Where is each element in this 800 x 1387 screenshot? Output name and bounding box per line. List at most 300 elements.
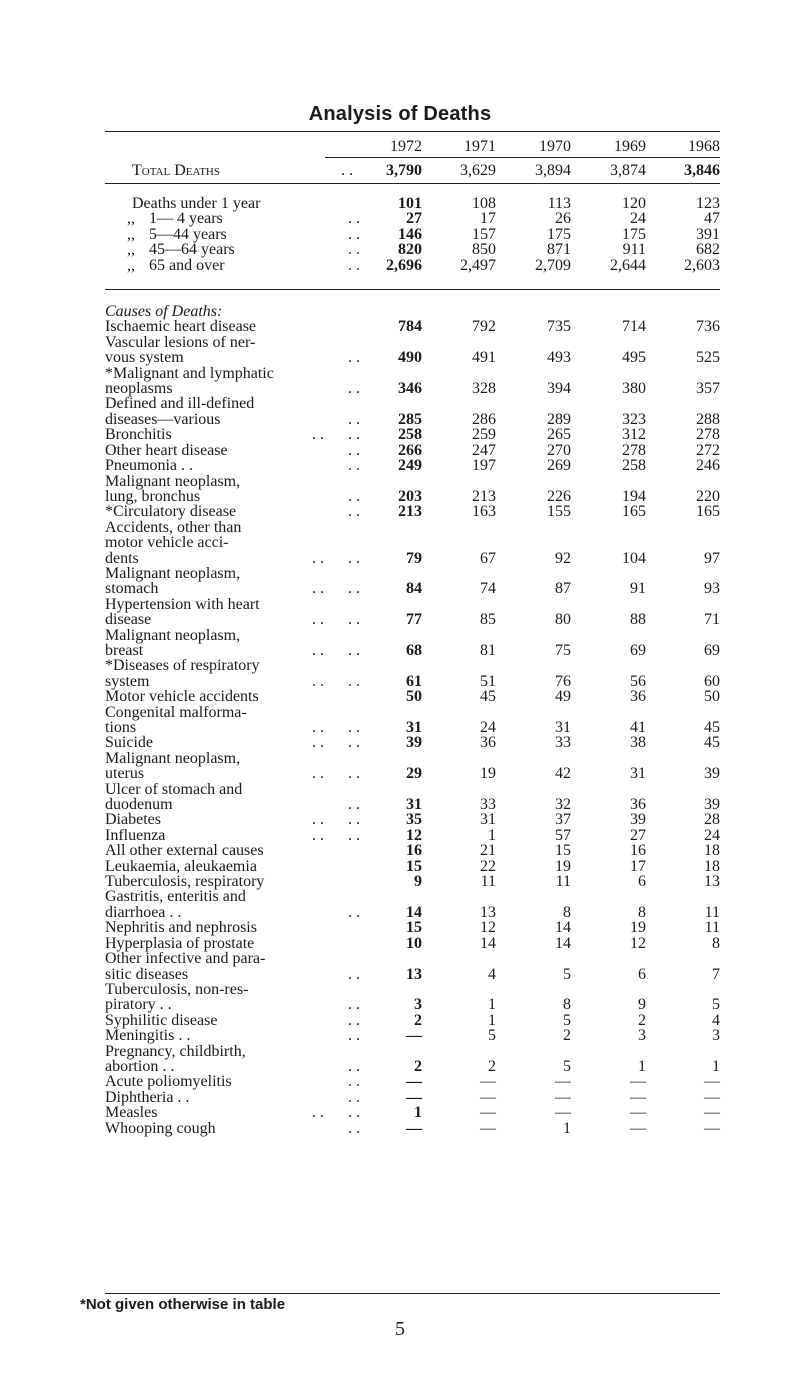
cause-row-value-1972 [362, 1090, 422, 1105]
leader-dots: . . . . [312, 580, 360, 598]
cause-label-text: stomach [105, 580, 159, 598]
cause-row [105, 889, 720, 920]
cause-label-line [105, 489, 362, 504]
cause-row-value-text: — [480, 1119, 496, 1137]
age-row-value-1970 [496, 196, 571, 211]
cause-row-value-text: — [630, 1104, 646, 1122]
cause-row-value-1970 [496, 920, 571, 935]
footnote: *Not given otherwise in table [80, 1296, 286, 1313]
cause-row-value-text: 7 [712, 965, 720, 983]
cause-row-value-1969 [571, 920, 646, 935]
age-row-label: Deaths under 1 year [132, 195, 261, 212]
cause-row-value-text: 323 [622, 410, 646, 428]
cause-row-value-1972 [362, 812, 422, 827]
cause-label-line [105, 535, 362, 550]
cause-label-line [105, 381, 362, 396]
cause-row-value-text: 2 [414, 1057, 422, 1075]
cause-row-value-1972 [362, 458, 422, 473]
cause-row-value-1971 [422, 597, 496, 628]
cause-row-value-text: 39 [704, 765, 720, 783]
cause-row-value-text: 51 [480, 672, 496, 690]
cause-row-value-1968 [646, 920, 720, 935]
cause-row-value-text: 493 [547, 349, 571, 367]
cause-row-value-text: 93 [704, 580, 720, 598]
cause-row-value-text: 41 [630, 719, 646, 736]
cause-label-line [105, 643, 362, 658]
age-row-value-text: 2,696 [386, 256, 422, 274]
cause-row-value-1970 [496, 735, 571, 750]
cause-label-text: Ischaemic heart disease [105, 318, 257, 336]
cause-row-value-text: 68 [406, 641, 422, 659]
cause-label-line [105, 889, 362, 904]
cause-row-value-1969 [571, 1090, 646, 1105]
cause-row-value-1970 [496, 628, 571, 659]
cause-row-value-text: 85 [480, 611, 496, 629]
cause-row-value-1971 [422, 1090, 496, 1105]
cause-row-label-cell [105, 396, 362, 427]
age-row-label-cell [105, 211, 362, 226]
leader-dots: . . . . [312, 1104, 360, 1122]
cause-row-value-1970 [496, 1074, 571, 1089]
cause-row-label-cell [105, 874, 362, 889]
cause-row-label-cell [105, 936, 362, 951]
cause-row-value-text: 16 [406, 842, 422, 860]
cause-row-value-1969 [571, 1074, 646, 1089]
cause-row-value-1971 [422, 366, 496, 397]
cause-label-text: duodenum [105, 796, 173, 814]
cause-row-value-text: 39 [704, 796, 720, 814]
cause-row-value-1971 [422, 335, 496, 366]
cause-row-value-text: 87 [555, 580, 571, 598]
age-row-label: 5—44 years [149, 225, 227, 243]
age-row-value-text: 108 [472, 195, 496, 212]
header-rule [325, 157, 720, 158]
age-row-value-1969 [571, 258, 646, 273]
age-row-value-text: 175 [622, 225, 646, 243]
cause-row-value-text: 792 [472, 318, 496, 336]
cause-row-value-1970 [496, 597, 571, 628]
cause-label-line [105, 566, 362, 581]
cause-label-text: Vascular lesions of ner- [105, 333, 256, 351]
cause-row-value-1972 [362, 319, 422, 334]
cause-row-value-1968 [646, 1074, 720, 1089]
cause-row-value-1970 [496, 366, 571, 397]
cause-row-value-1969 [571, 782, 646, 813]
cause-row-value-1970 [496, 1013, 571, 1028]
cause-row-value-1972 [362, 751, 422, 782]
cause-row [105, 1074, 720, 1089]
cause-row-value-1972 [362, 782, 422, 813]
leader-dots: . . [348, 1027, 360, 1045]
cause-row-value-text: 11 [704, 903, 720, 921]
year-header-1972: 1972 [390, 138, 422, 155]
age-row-label-left [105, 196, 260, 211]
age-row-value-text: 175 [547, 225, 571, 243]
cause-row-value-text: 269 [547, 457, 571, 475]
cause-label-text: tions [105, 719, 137, 736]
cause-row-value-1968 [646, 735, 720, 750]
cause-label-line [105, 735, 362, 750]
cause-label-text: Malignant neoplasm, [105, 564, 241, 582]
cause-label-text: Pregnancy, childbirth, [105, 1042, 246, 1060]
cause-row-label-cell [105, 705, 362, 736]
cause-label-text: Acute poliomyelitis [105, 1073, 232, 1091]
cause-row-value-1970 [496, 889, 571, 920]
cause-row [105, 812, 720, 827]
age-row-value-1968 [646, 242, 720, 257]
cause-label-line [105, 1028, 362, 1043]
cause-row-value-text: 45 [480, 688, 496, 706]
cause-row-value-text: 213 [472, 487, 496, 505]
cause-row-value-text: 24 [704, 826, 720, 844]
cause-row-value-text: 203 [398, 487, 422, 505]
age-row-label-left [105, 211, 223, 226]
cause-row-value-1971 [422, 1121, 496, 1136]
cause-row-value-1969 [571, 597, 646, 628]
cause-label-text: breast [105, 641, 144, 659]
cause-row-value-1968 [646, 951, 720, 982]
cause-row-value-1968 [646, 1013, 720, 1028]
cause-row [105, 951, 720, 982]
cause-row-value-1971 [422, 504, 496, 519]
cause-row-value-1971 [422, 1105, 496, 1120]
age-row-value-1970 [496, 242, 571, 257]
cause-row-value-1971 [422, 889, 496, 920]
cause-row-value-1970 [496, 705, 571, 736]
cause-row-value-text: 2 [638, 1011, 646, 1029]
cause-row-value-text: 17 [630, 857, 646, 875]
cause-row-value-1971 [422, 458, 496, 473]
cause-label-text: sitic diseases [105, 965, 189, 983]
cause-label-line [105, 936, 362, 951]
cause-row-value-text: 258 [622, 457, 646, 475]
cause-row-value-1969 [571, 1013, 646, 1028]
cause-row-value-text: 15 [555, 842, 571, 860]
cause-row-value-1968 [646, 1028, 720, 1043]
cause-row-value-text: 39 [630, 811, 646, 829]
cause-label-text: *Circulatory disease [105, 503, 237, 521]
cause-row-value-text: — [704, 1073, 720, 1091]
cause-label-line [105, 412, 362, 427]
age-row-label-wrap [105, 242, 362, 257]
cause-row-value-text: — [704, 1119, 720, 1137]
cause-row-value-text: 37 [555, 811, 571, 829]
cause-row [105, 1105, 720, 1120]
causes-heading: Causes of Deaths: [105, 303, 223, 321]
cause-row-label-cell [105, 859, 362, 874]
cause-row-value-text: 22 [480, 857, 496, 875]
age-row-value-1969 [571, 196, 646, 211]
cause-row-value-1969 [571, 427, 646, 442]
age-row-label-wrap [105, 258, 362, 273]
cause-label-text: Suicide [105, 734, 153, 752]
cause-row-label-cell [105, 504, 362, 519]
cause-label-line [105, 843, 362, 858]
cause-row-value-1969 [571, 859, 646, 874]
cause-label-line [105, 920, 362, 935]
cause-row-label-cell [105, 474, 362, 505]
cause-row-value-text: 69 [630, 641, 646, 659]
cause-row-value-1969 [571, 474, 646, 505]
cause-row-value-text: 8 [638, 903, 646, 921]
cause-row-value-text: 97 [704, 549, 720, 567]
cause-label-text: Malignant neoplasm, [105, 472, 241, 490]
total-deaths-1968: 3,846 [684, 162, 720, 179]
cause-row-value-text: 77 [406, 611, 422, 629]
leader-dots: . . [348, 210, 360, 228]
leader-dots: . . . . [312, 811, 360, 829]
cause-row-value-1970 [496, 951, 571, 982]
cause-row-label-cell [105, 782, 362, 813]
cause-row [105, 1044, 720, 1075]
leader-dots: . . . . [312, 719, 360, 736]
cause-row-value-text: 71 [704, 611, 720, 629]
cause-row-value-text: 5 [488, 1027, 496, 1045]
cause-row-value-text: 11 [480, 873, 496, 891]
cause-row [105, 936, 720, 951]
cause-row [105, 458, 720, 473]
cause-row-value-1970 [496, 458, 571, 473]
leader-dots: . . [348, 1088, 360, 1106]
age-row-value-text: 101 [398, 195, 422, 212]
cause-row-value-text: 31 [406, 719, 422, 736]
cause-row-value-1972 [362, 335, 422, 366]
cause-row-value-1970 [496, 812, 571, 827]
cause-row-value-1970 [496, 936, 571, 951]
cause-row [105, 1013, 720, 1028]
age-row-label-cell [105, 196, 362, 211]
cause-row-label-cell [105, 812, 362, 827]
cause-row-value-1972 [362, 427, 422, 442]
age-row-value-text: 113 [547, 195, 571, 212]
cause-label-line [105, 689, 362, 704]
cause-row-value-text: 2 [563, 1027, 571, 1045]
age-row-value-text: 682 [696, 241, 720, 259]
cause-row-value-1968 [646, 751, 720, 782]
cause-row-value-text: 14 [555, 934, 571, 952]
cause-row-value-1971 [422, 474, 496, 505]
cause-row-value-text: 495 [622, 349, 646, 367]
cause-label-text: Nephritis and nephrosis [105, 919, 257, 937]
leader-dots: . . [348, 256, 360, 274]
cause-row-value-text: 285 [398, 410, 422, 428]
cause-row-value-1971 [422, 874, 496, 889]
cause-row-value-1968 [646, 474, 720, 505]
cause-row-value-text: 6 [638, 965, 646, 983]
cause-label-text: Hyperplasia of prostate [105, 934, 255, 952]
cause-row-label-cell [105, 1121, 362, 1136]
cause-row-value-1971 [422, 566, 496, 597]
cause-label-text: Ulcer of stomach and [105, 780, 243, 798]
cause-row-value-text: 57 [555, 826, 571, 844]
cause-label-line [105, 612, 362, 627]
leader-dots: . . [348, 503, 360, 521]
age-row-value-1969 [571, 227, 646, 242]
cause-row-value-1968 [646, 566, 720, 597]
leader-dots: . . [348, 903, 360, 921]
cause-row-value-1968 [646, 874, 720, 889]
cause-row-value-text: 42 [555, 765, 571, 783]
cause-row-value-1971 [422, 628, 496, 659]
cause-row-value-1968 [646, 335, 720, 366]
cause-row-label-cell [105, 443, 362, 458]
cause-row-value-text: 1 [488, 826, 496, 844]
cause-row-value-1970 [496, 566, 571, 597]
age-row-value-1971 [422, 196, 496, 211]
cause-row-value-text: 328 [472, 380, 496, 398]
cause-row-value-1972 [362, 705, 422, 736]
cause-row-value-text: 8 [563, 996, 571, 1014]
cause-row-value-1968 [646, 396, 720, 427]
cause-row-value-1969 [571, 520, 646, 566]
cause-label-line [105, 1013, 362, 1028]
cause-row-value-1972 [362, 443, 422, 458]
cause-row [105, 982, 720, 1013]
age-row-label-left [105, 242, 235, 257]
cause-row-value-text: 272 [696, 441, 720, 459]
cause-row-value-text: 3 [712, 1027, 720, 1045]
cause-label-line [105, 366, 362, 381]
cause-label-text: *Malignant and lymphatic [105, 364, 274, 382]
cause-row-label-cell [105, 889, 362, 920]
cause-row-value-1969 [571, 1105, 646, 1120]
cause-row-value-1971 [422, 859, 496, 874]
cause-row-value-1968 [646, 443, 720, 458]
age-row-label-wrap [105, 196, 362, 211]
cause-row-value-1968 [646, 628, 720, 659]
cause-row-value-text: — [406, 1073, 422, 1091]
cause-row-value-text: 278 [696, 426, 720, 444]
cause-row-value-text: 288 [696, 410, 720, 428]
cause-row-value-1969 [571, 951, 646, 982]
cause-row-value-1970 [496, 504, 571, 519]
cause-row-value-1972 [362, 920, 422, 935]
age-row-value-text: 47 [704, 210, 720, 228]
cause-label-line [105, 967, 362, 982]
cause-row-value-text: 33 [480, 796, 496, 814]
cause-row-label-cell [105, 335, 362, 366]
cause-row-value-text: 50 [704, 688, 720, 706]
year-header-1969: 1969 [614, 138, 646, 155]
age-row-value-text: 24 [630, 210, 646, 228]
leader-dots: . . [348, 349, 360, 367]
cause-row [105, 751, 720, 782]
cause-row [105, 566, 720, 597]
cause-row-value-1972 [362, 1044, 422, 1075]
cause-label-text: disease [105, 611, 152, 629]
cause-label-line [105, 396, 362, 411]
cause-label-line [105, 1090, 362, 1105]
cause-row-value-1970 [496, 658, 571, 689]
cause-row-value-text: 15 [406, 857, 422, 875]
cause-label-text: dents [105, 549, 139, 567]
leader-dots: . . [348, 241, 360, 259]
cause-row-value-1968 [646, 782, 720, 813]
cause-row-label-cell [105, 1028, 362, 1043]
leader-dots: . . [348, 1011, 360, 1029]
cause-row-value-1970 [496, 751, 571, 782]
cause-row-value-text: 226 [547, 487, 571, 505]
cause-row-label-cell [105, 658, 362, 689]
age-row-value-1969 [571, 242, 646, 257]
cause-row [105, 597, 720, 628]
cause-row-value-text: 13 [406, 965, 422, 983]
cause-label-line [105, 520, 362, 535]
cause-label-text: Syphilitic disease [105, 1011, 218, 1029]
cause-row [105, 319, 720, 334]
leader-dots: . . [348, 457, 360, 475]
cause-row-value-1969 [571, 1044, 646, 1075]
cause-row-value-text: 28 [704, 811, 720, 829]
cause-row-value-text: 12 [630, 934, 646, 952]
cause-row-value-text: 394 [547, 380, 571, 398]
leader-dots: . . . . [312, 734, 360, 752]
cause-row-value-1970 [496, 874, 571, 889]
total-deaths-1970: 3,894 [535, 162, 571, 179]
ditto-mark: ,, [127, 225, 135, 243]
cause-label-line [105, 705, 362, 720]
age-row-value-text: 27 [406, 210, 422, 228]
age-row-value-text: 850 [472, 241, 496, 259]
cause-row-value-1971 [422, 658, 496, 689]
cause-row-value-1970 [496, 1028, 571, 1043]
cause-row-value-text: 14 [555, 919, 571, 937]
cause-label-line [105, 874, 362, 889]
cause-row-value-text: 79 [406, 549, 422, 567]
cause-row-value-text: 736 [696, 318, 720, 336]
cause-row-value-text: 19 [555, 857, 571, 875]
age-row [105, 242, 720, 257]
cause-row-value-1971 [422, 982, 496, 1013]
age-row-label-cell [105, 242, 362, 257]
cause-row [105, 443, 720, 458]
cause-row-value-text: 9 [638, 996, 646, 1014]
cause-row-label-cell [105, 982, 362, 1013]
age-row-value-text: 2,497 [460, 256, 496, 274]
cause-row-value-1968 [646, 936, 720, 951]
cause-row-value-text: 312 [622, 426, 646, 444]
cause-row-value-1970 [496, 782, 571, 813]
age-row-value-1968 [646, 196, 720, 211]
cause-label-text: Whooping cough [105, 1119, 216, 1137]
cause-row-value-1970 [496, 427, 571, 442]
cause-row-value-text: 8 [563, 903, 571, 921]
cause-row-value-text: 36 [630, 796, 646, 814]
cause-row-value-text: 91 [630, 580, 646, 598]
cause-label-line [105, 951, 362, 966]
cause-label-text: Tuberculosis, non-res- [105, 980, 249, 998]
cause-row-value-text: — [555, 1073, 571, 1091]
cause-label-line [105, 797, 362, 812]
cause-row [105, 474, 720, 505]
cause-label-line [105, 812, 362, 827]
cause-row-label-cell [105, 1074, 362, 1089]
cause-row-value-text: 1 [638, 1057, 646, 1075]
cause-row-value-text: 75 [555, 641, 571, 659]
age-row-value-1968 [646, 211, 720, 226]
cause-row [105, 920, 720, 935]
cause-row-value-text: 213 [398, 503, 422, 521]
cause-row-value-text: 249 [398, 457, 422, 475]
section-gap [105, 290, 720, 305]
cause-label-text: uterus [105, 765, 145, 783]
cause-label-line [105, 674, 362, 689]
cause-row-value-1972 [362, 828, 422, 843]
cause-label-line [105, 751, 362, 766]
cause-row-value-text: 74 [480, 580, 496, 598]
cause-row-value-1969 [571, 982, 646, 1013]
cause-row-value-1970 [496, 520, 571, 566]
